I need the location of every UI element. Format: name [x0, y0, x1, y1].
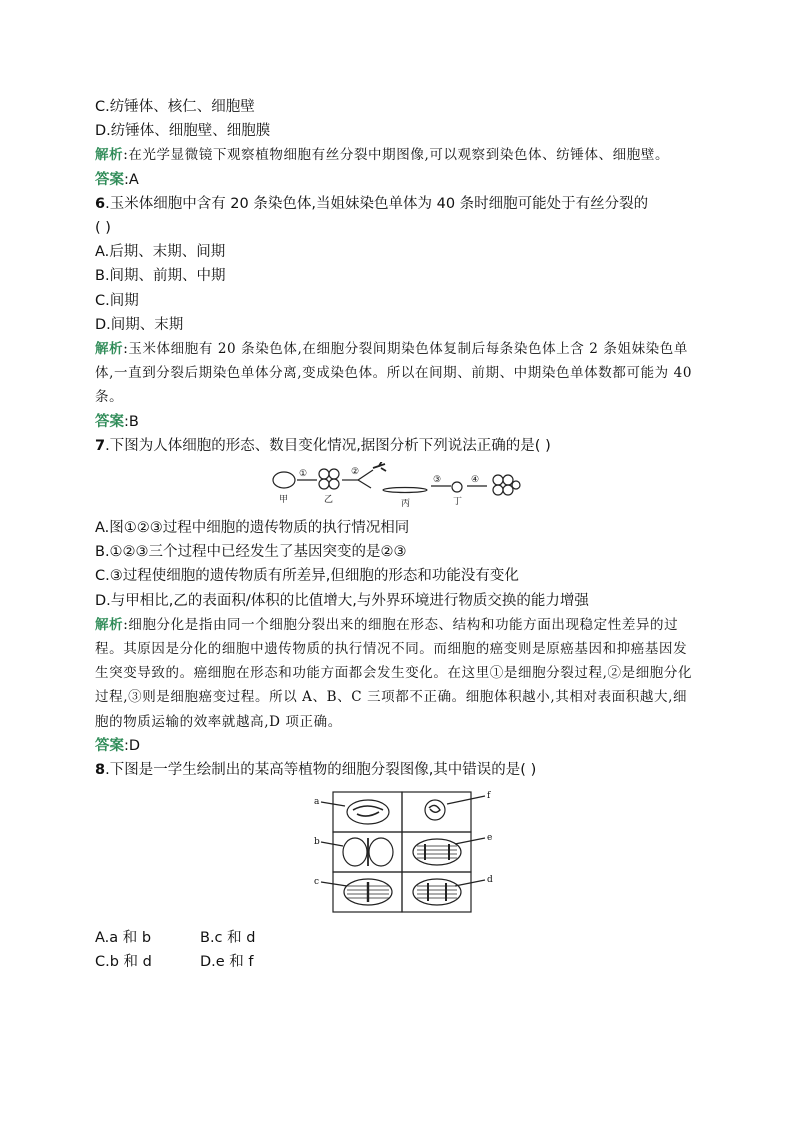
q6-stem-bracket: ( ): [95, 220, 111, 237]
cell-a: [347, 800, 389, 824]
label-d: d: [487, 875, 493, 886]
cell-d: [413, 879, 461, 905]
q7-cell-change-figure: [95, 462, 700, 514]
q7-option-b: B.①②③三个过程中已经发生了基因突变的是②③: [95, 544, 407, 561]
cell-e: [413, 839, 461, 865]
label-a: a: [314, 797, 320, 808]
q5-answer: 答案:A: [95, 171, 139, 188]
q6-stem: 6.玉米体细胞中含有 20 条染色体,当姐妹染色单体为 40 条时细胞可能处于有丝分裂的: [95, 195, 649, 212]
label-s2: ②: [351, 467, 360, 478]
label-s3: ③: [433, 475, 442, 486]
cell-yi-4: [329, 479, 339, 489]
cell-yi-1: [319, 469, 329, 479]
document-page: [95, 95, 700, 975]
q5-explanation: 解析:在光学显微镜下观察植物细胞有丝分裂中期图像,可以观察到染色体、纺锤体、细胞壁。: [95, 147, 670, 164]
q6-option-c: C.间期: [95, 292, 139, 309]
q7-answer: 答案:D: [95, 737, 141, 754]
q7-option-a: A.图①②③过程中细胞的遗传物质的执行情况相同: [95, 520, 410, 537]
label-yi: 乙: [324, 495, 334, 506]
cell-ding: [452, 482, 462, 492]
q6-answer: 答案:B: [95, 413, 139, 430]
q8-option-b: B.c 和 d: [200, 930, 256, 947]
label-s4: ④: [471, 475, 480, 486]
q8-option-a: A.a 和 b: [95, 930, 152, 947]
label-ding: 丁: [453, 497, 463, 508]
q6-option-b: B.间期、前期、中期: [95, 268, 226, 285]
cell-yi-3: [319, 479, 329, 489]
q8-stem: 8.下图是一学生绘制出的某高等植物的细胞分裂图像,其中错误的是( ): [95, 762, 537, 779]
label-e: e: [487, 833, 493, 844]
label-b: b: [314, 837, 320, 848]
q8-cell-division-figure: [95, 786, 700, 924]
q6-option-d: D.间期、末期: [95, 316, 184, 333]
q6-option-a: A.后期、末期、间期: [95, 244, 226, 261]
q8-options-row-2: [95, 950, 700, 974]
q7-option-c: C.③过程使细胞的遗传物质有所差异,但细胞的形态和功能没有变化: [95, 568, 519, 585]
label-f: f: [487, 791, 491, 802]
q8-option-d: D.e 和 f: [200, 954, 254, 971]
cell-b: [343, 838, 367, 866]
q7-explanation: 解析:细胞分化是指由同一个细胞分裂出来的细胞在形态、结构和功能方面出现稳定性差异的过程。其原因是分化的细胞中遗传物质的执行情况不同。而细胞的癌变则是原癌基因和抑癌基因发生突变导致的。癌细胞在形态和功能方面都会发生变化。在这里①是细胞分裂过程,②是细胞分化过程,③则是细胞癌变过程。所以 A、B、C 三项都不正确。细胞体积越小,其相对表面积越大,细胞的物质运输的效率就越高,D 项正确。: [95, 616, 693, 730]
q8-option-c: C.b 和 d: [95, 954, 152, 971]
cell-bing-elongated: [383, 488, 427, 493]
cell-nerve: [373, 462, 386, 471]
q5-option-d: D.纺锤体、细胞壁、细胞膜: [95, 123, 271, 140]
label-s1: ①: [299, 469, 308, 480]
q8-options-row-1: [95, 926, 700, 950]
label-jia: 甲: [279, 495, 289, 506]
cell-f: [425, 800, 445, 820]
q7-stem: 7.下图为人体细胞的形态、数目变化情况,据图分析下列说法正确的是( ): [95, 437, 551, 454]
answer-label: 答案: [95, 171, 124, 188]
label-c: c: [314, 877, 320, 888]
cell-yi-2: [329, 469, 339, 479]
q5-option-c: C.纺锤体、核仁、细胞壁: [95, 99, 255, 115]
q6-explanation: 解析:玉米体细胞有 20 条染色体,在细胞分裂间期染色体复制后每条染色体上含 2 条姐妹染色单体,一直到分裂后期染色单体分离,变成染色体。所以在间期、前期、中期染色单体数都可能为 40 条。: [95, 341, 693, 406]
q7-option-d: D.与甲相比,乙的表面积/体积的比值增大,与外界环境进行物质交换的能力增强: [95, 592, 589, 609]
explanation-label: 解析: [95, 147, 124, 164]
cell-jia: [273, 472, 295, 488]
label-bing: 丙: [401, 499, 411, 510]
